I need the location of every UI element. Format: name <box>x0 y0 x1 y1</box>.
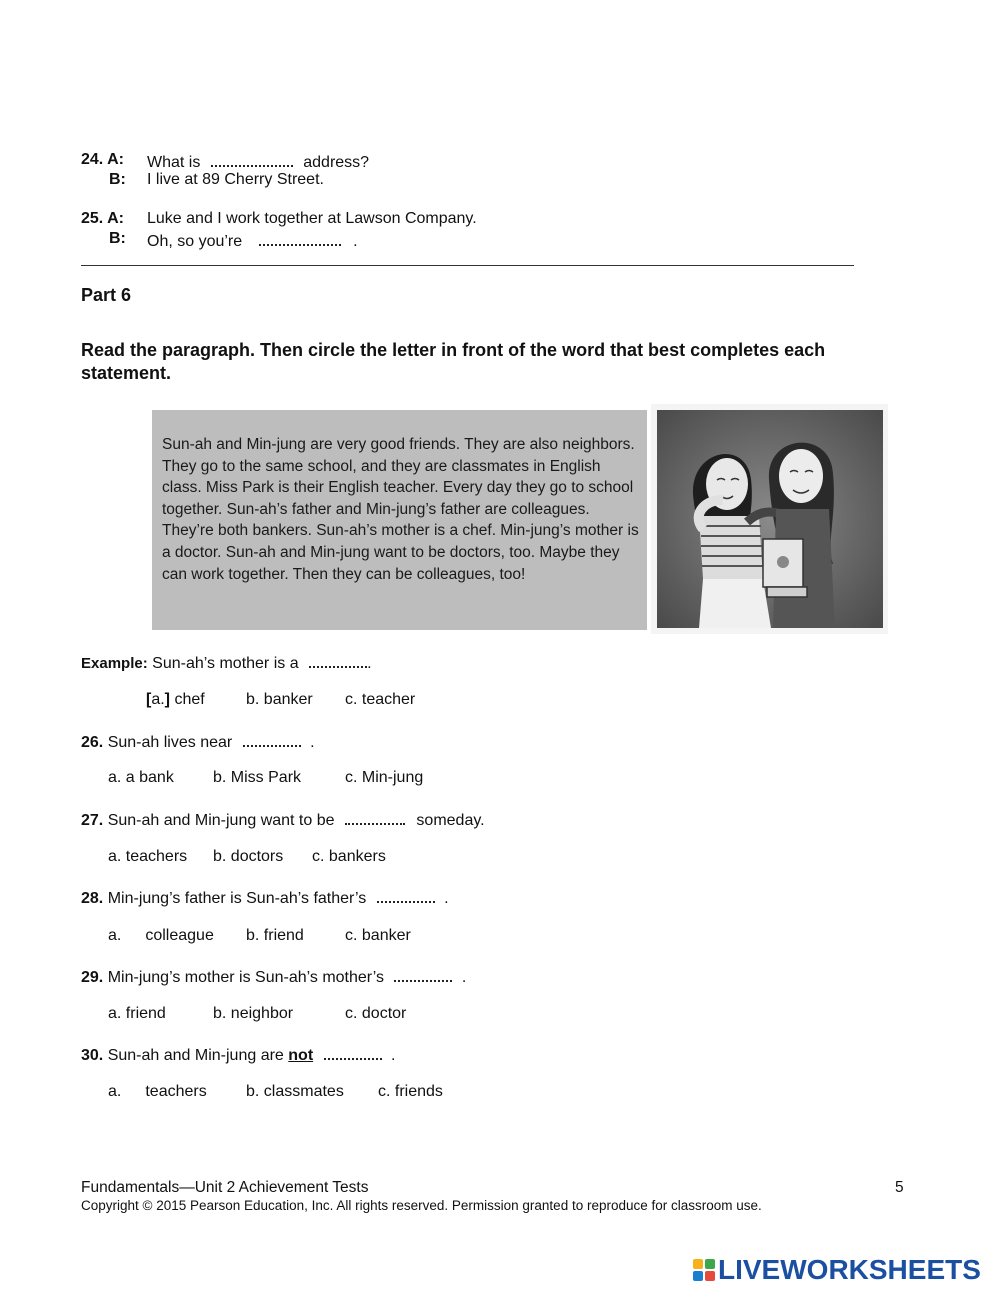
q24-line-a <box>147 151 369 172</box>
q26-after: . <box>310 734 315 751</box>
section-divider <box>81 265 854 266</box>
q28-option-a-letter: a. <box>108 927 122 944</box>
q28-number: 28. <box>81 890 104 907</box>
example-option-a <box>146 691 205 709</box>
q29-text: Min-jung’s mother is Sun-ah’s mother’s <box>107 969 384 986</box>
q27-option-b[interactable]: b. doctors <box>213 848 284 865</box>
example-text: Sun-ah’s mother is a <box>152 655 299 672</box>
example-blank <box>309 652 367 668</box>
q30-text: Sun-ah and Min-jung are <box>107 1047 284 1064</box>
logo-cube <box>705 1271 715 1281</box>
two-friends-illustration <box>651 404 888 634</box>
q30-line <box>81 1044 396 1065</box>
logo-cube <box>693 1271 703 1281</box>
example-line <box>81 652 372 673</box>
q28-option-a-word: colleague <box>145 927 214 944</box>
q27-blank <box>345 809 405 825</box>
q30-after: . <box>391 1047 396 1064</box>
q28-option-c[interactable]: c. banker <box>345 927 411 944</box>
part-title: Part 6 <box>81 285 132 305</box>
example-option-a-word: chef <box>170 691 205 708</box>
q26-option-b[interactable]: b. Miss Park <box>213 769 302 786</box>
q29-blank <box>394 966 452 982</box>
q29-option-c[interactable]: c. doctor <box>345 1005 407 1022</box>
q24-blank[interactable] <box>211 151 293 167</box>
q29-number: 29. <box>81 969 104 986</box>
q26-text: Sun-ah lives near <box>107 734 233 751</box>
q25-a-text: Luke and I work together at Lawson Company. <box>147 210 477 227</box>
q25-blank[interactable] <box>259 230 341 246</box>
liveworksheets-logo[interactable] <box>693 1254 981 1286</box>
example-bracket-open: [ <box>146 691 152 708</box>
q25-b-label: B: <box>109 230 126 247</box>
q28-line <box>81 887 449 908</box>
q26-blank <box>243 731 301 747</box>
q30-number: 30. <box>81 1047 104 1064</box>
q30-not-word: not <box>288 1047 314 1064</box>
q30-option-a-word: teachers <box>145 1083 207 1100</box>
example-option-c: c. teacher <box>345 691 416 708</box>
example-option-a-letter: a. <box>151 691 165 708</box>
q26-option-a[interactable]: a. a bank <box>108 769 174 786</box>
q25-answer-input[interactable] <box>259 226 341 246</box>
q30-option-a[interactable] <box>108 1083 207 1101</box>
q27-option-c[interactable]: c. bankers <box>312 848 386 865</box>
q27-option-a[interactable]: a. teachers <box>108 848 188 865</box>
q27-text: Sun-ah and Min-jung want to be <box>107 812 335 829</box>
q24-answer-input[interactable] <box>211 147 293 167</box>
q28-option-a[interactable] <box>108 927 214 945</box>
example-label: Example: <box>81 655 148 672</box>
q27-after: someday. <box>416 812 485 829</box>
example-bracket-close: ] <box>164 691 170 708</box>
q30-option-c[interactable]: c. friends <box>378 1083 443 1100</box>
q25-text-before: Oh, so you’re <box>147 233 243 250</box>
page-number: 5 <box>895 1179 904 1196</box>
q25-line-b <box>147 230 358 251</box>
q28-option-b[interactable]: b. friend <box>246 927 304 944</box>
example-option-b: b. banker <box>246 691 313 708</box>
q30-option-a-letter: a. <box>108 1083 122 1100</box>
q30-blank <box>324 1044 382 1060</box>
q29-option-b[interactable]: b. neighbor <box>213 1005 294 1022</box>
q25-number: 25. A: <box>81 210 124 227</box>
q27-number: 27. <box>81 812 104 829</box>
q24-number: 24. A: <box>81 151 124 168</box>
example-after: . <box>367 655 372 672</box>
logo-cube <box>705 1259 715 1269</box>
q28-text: Min-jung’s father is Sun-ah’s father’s <box>107 890 367 907</box>
q26-option-c[interactable]: c. Min-jung <box>345 769 424 786</box>
q26-line <box>81 731 315 752</box>
q29-after: . <box>461 969 467 986</box>
q24-b-text: I live at 89 Cherry Street. <box>147 171 324 188</box>
q29-line <box>81 966 466 987</box>
copyright-notice: Copyright © 2015 Pearson Education, Inc. All rights reserved. Permission granted to reproduce for classroom use. <box>81 1198 762 1213</box>
q28-after: . <box>444 890 449 907</box>
q24-b-label: B: <box>109 171 126 188</box>
q27-line <box>81 809 485 830</box>
q25-text-after: . <box>353 233 358 250</box>
logo-cubes-icon <box>693 1259 715 1281</box>
footer-title: Fundamentals—Unit 2 Achievement Tests <box>81 1179 369 1196</box>
q28-blank <box>377 887 435 903</box>
reading-passage: Sun-ah and Min-jung are very good friends. They are also neighbors. They go to the same school, and they are classmates in English class. Miss Park is their English teacher. Every day they go to school together. Sun-ah’s father and Min-jung’s father are colleagues. They’re both bankers. Sun-ah’s mother is a chef. Min-jung’s mother is a doctor. Sun-ah and Min-jung want to be doctors, too. Maybe they can work together. Then they can be colleagues, too! <box>162 436 639 583</box>
reading-passage-box <box>152 410 647 630</box>
q24-text-before: What is <box>147 154 201 171</box>
q26-number: 26. <box>81 734 104 751</box>
q24-text-after: address? <box>303 154 370 171</box>
logo-cube <box>693 1259 703 1269</box>
q30-option-b[interactable]: b. classmates <box>246 1083 344 1100</box>
logo-text: LIVEWORKSHEETS <box>718 1254 981 1285</box>
instructions: Read the paragraph. Then circle the letter in front of the word that best completes each statement. <box>81 340 826 383</box>
q29-option-a[interactable]: a. friend <box>108 1005 166 1022</box>
